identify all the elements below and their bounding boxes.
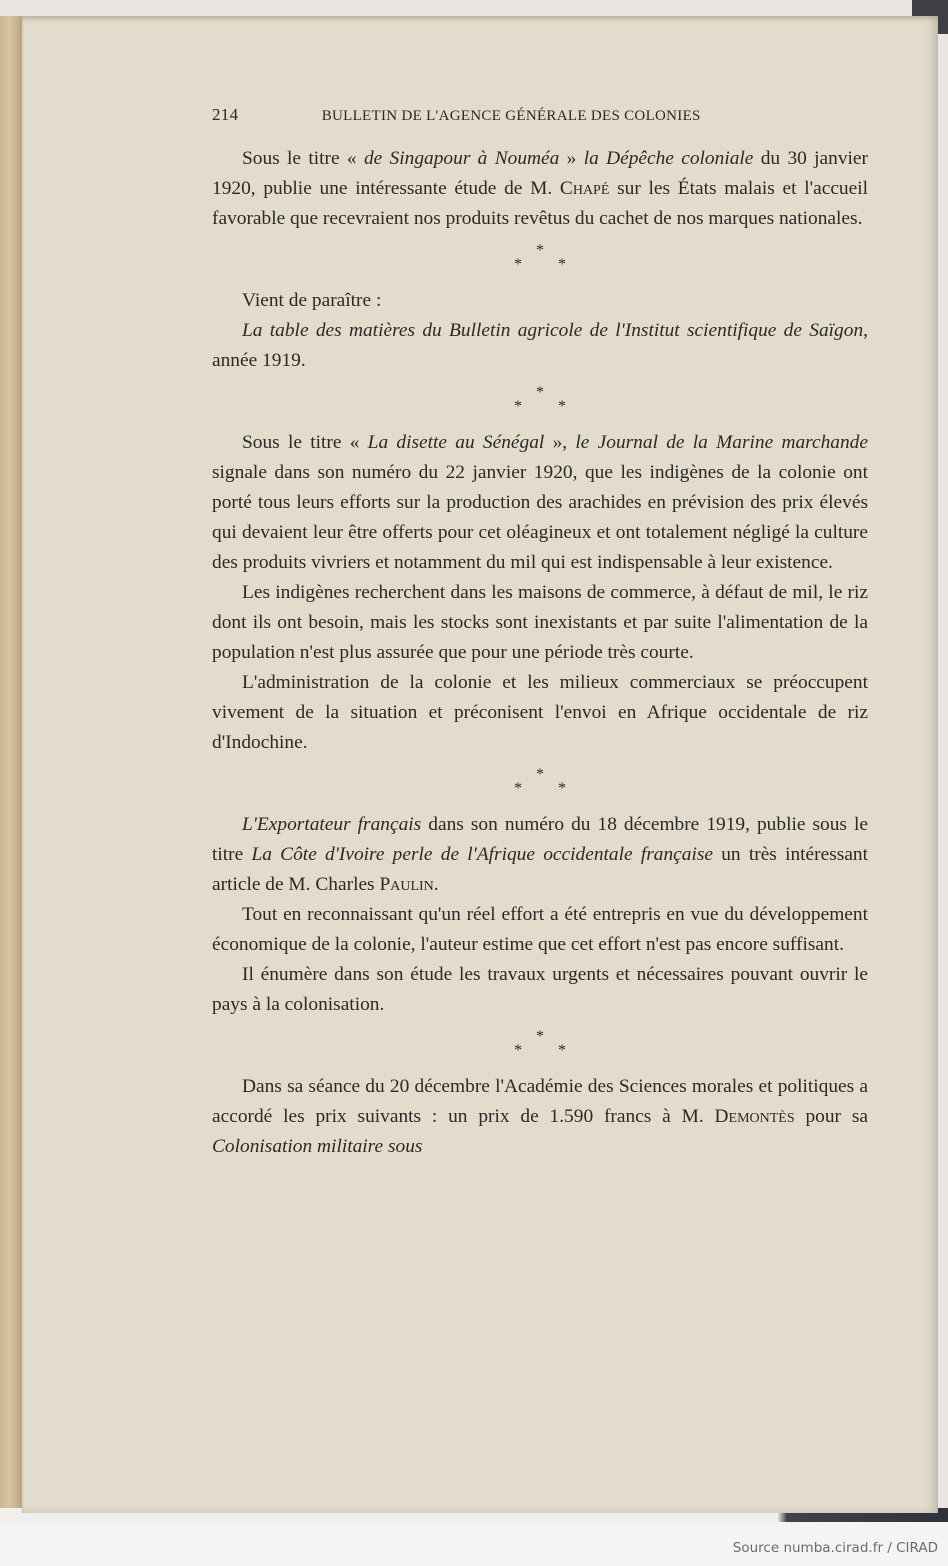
asterism-divider: * * * xyxy=(514,242,582,273)
page-number: 214 xyxy=(212,105,239,124)
running-title: BULLETIN DE L'AGENCE GÉNÉRALE DES COLONIES xyxy=(321,108,701,124)
paragraph-vient-de-paraitre: Vient de paraître : xyxy=(242,290,382,311)
paragraph-effort-economique: Tout en reconnaissant qu'un réel effort a été entrepris en vue du développement économique de la colonie, l'auteur estime que cet effort n'est pas encore suffisant. xyxy=(212,904,868,955)
author-name: Chapé xyxy=(559,178,610,199)
paragraph-academie-sciences: Dans sa séance du 20 décembre l'Académie des Sciences morales et politiques a accordé les prix suivants : un prix de 1.590 francs à M. Demontès pour sa Colonisation militaire sous xyxy=(212,1076,868,1157)
article-title: La Côte d'Ivoire perle de l'Afrique occidentale française xyxy=(251,844,713,865)
work-title: Colonisation militaire sous xyxy=(212,1136,423,1157)
paragraph-disette-senegal: Sous le titre « La disette au Sénégal », le Journal de la Marine marchande signale dans son numéro du 22 janvier 1920, que les indigènes de la colonie ont porté tous leurs efforts sur la production des arachides en prévision des prix élevés qui devaient leur être offerts pour cet oléagineux et ont totalement négligé la culture des produits vivriers et notamment du mil qui est indispensable à leur existence. xyxy=(212,432,868,573)
running-head xyxy=(212,100,868,144)
paragraph-administration: L'administration de la colonie et les milieux commerciaux se préoccupent vivement de la situation et préconisent l'envoi en Afrique occidentale de riz d'Indochine. xyxy=(212,672,868,753)
publication-name: la Dépêche coloniale xyxy=(583,148,754,169)
author-name: Paulin xyxy=(379,874,434,895)
asterism-divider: * * * xyxy=(514,384,582,415)
book-page-edges xyxy=(0,16,22,1512)
article-title: de Singapour à Nouméa xyxy=(363,148,560,169)
paragraph-singapour-noumea: Sous le titre « de Singapour à Nouméa » la Dépêche coloniale du 30 janvier 1920, publie une intéressante étude de M. Chapé sur les États malais et l'accueil favorable que recevraient nos produits revêtus du cachet de nos marques nationales. xyxy=(212,148,869,229)
paragraph-indigenes-riz: Les indigènes recherchent dans les maisons de commerce, à défaut de mil, le riz dont ils ont besoin, mais les stocks sont inexistants et par suite l'alimentation de la population n'est plus assurée que pour une période très courte. xyxy=(212,582,868,663)
paragraph-exportateur-francais: L'Exportateur français dans son numéro du 18 décembre 1919, publie sous le titre La Côte d'Ivoire perle de l'Afrique occidentale française un très intéressant article de M. Charles Paulin. xyxy=(212,814,869,895)
source-credit: Source numba.cirad.fr / CIRAD xyxy=(732,1540,938,1556)
publication-name: le Journal de la Marine marchande xyxy=(575,432,868,453)
page-content xyxy=(212,100,868,1162)
asterism-divider: * * * xyxy=(514,766,582,797)
article-title: La disette au Sénégal xyxy=(367,432,545,453)
author-name: Demontès xyxy=(714,1106,795,1127)
asterism-divider: * * * xyxy=(514,1028,582,1059)
paragraph-table-des-matieres: La table des matières du Bulletin agricole de l'Institut scientifique de Saïgon, année 1919. xyxy=(212,320,868,371)
publication-title: La table des matières du Bulletin agricole de l'Institut scientifique de Saïgon xyxy=(242,320,864,341)
paragraph-travaux-urgents: Il énumère dans son étude les travaux urgents et nécessaires pouvant ouvrir le pays à la colonisation. xyxy=(212,964,868,1015)
publication-name: L'Exportateur français xyxy=(242,814,422,835)
